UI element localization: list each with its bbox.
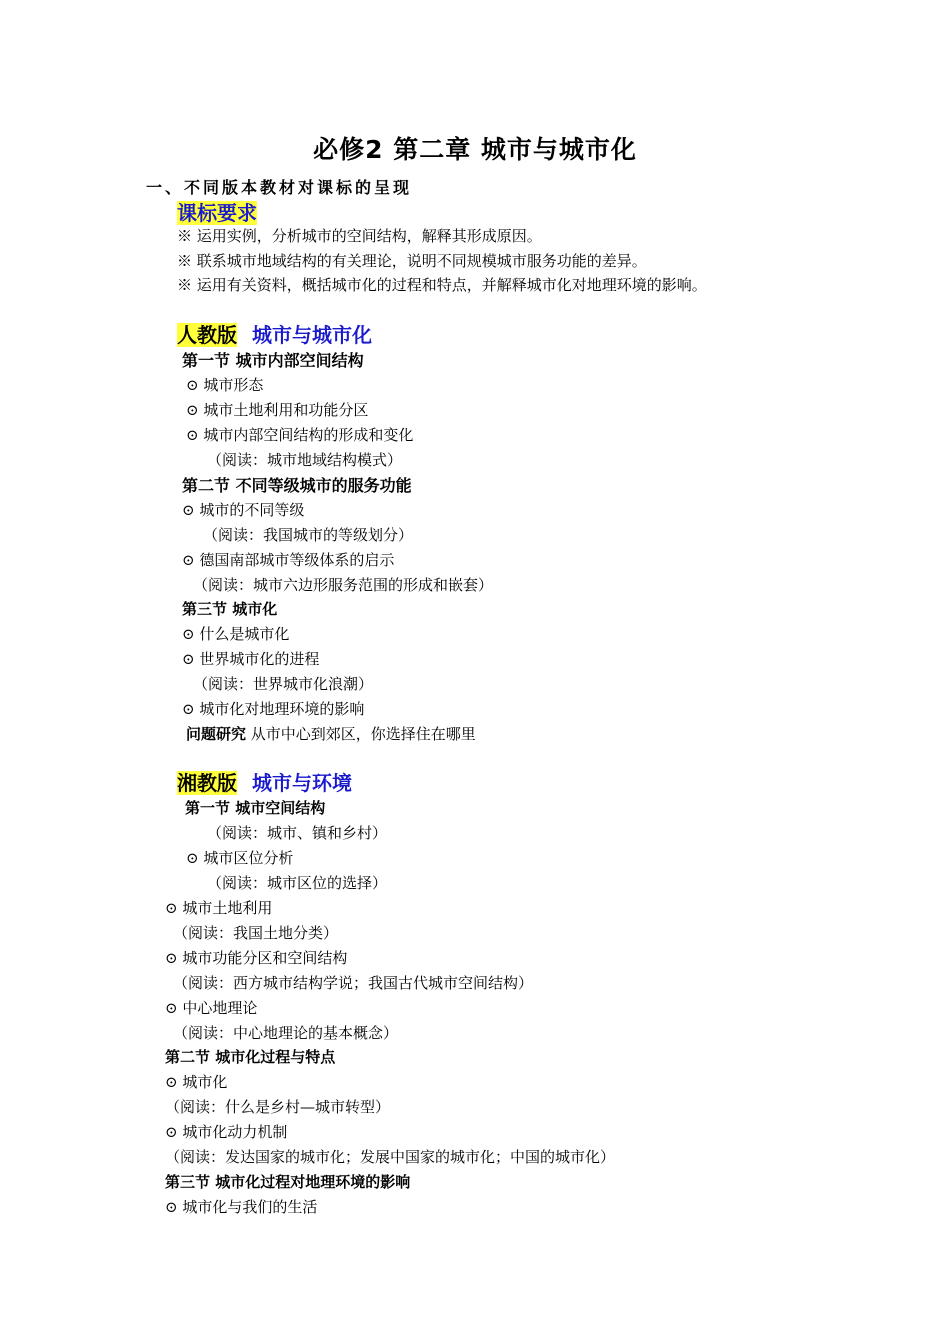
research-line (186, 727, 476, 742)
renjiao-book: 城市与城市化 (251, 323, 372, 347)
reading-note: （阅读：我国城市的等级划分） (203, 526, 414, 544)
list-item: ⊙ 城市形态 (186, 376, 264, 394)
research-text: 从市中心到郊区，你选择住在哪里 (246, 725, 476, 743)
standards-label (177, 203, 257, 223)
xiangjiao-s1-title: 第一节 城市空间结构 (185, 799, 326, 817)
list-item: ⊙ 城市化与我们的生活 (165, 1198, 318, 1216)
list-item: ⊙ 城市化动力机制 (165, 1123, 288, 1141)
page-title: 必修2 第二章 城市与城市化 (313, 135, 637, 164)
reading-note: （阅读：中心地理论的基本概念） (173, 1024, 399, 1042)
xiangjiao-s2-title: 第二节 城市化过程与特点 (165, 1048, 336, 1066)
reading-note: （阅读：城市地域结构模式） (207, 451, 403, 469)
reading-note: （阅读：城市区位的选择） (207, 874, 388, 892)
list-item: ⊙ 德国南部城市等级体系的启示 (182, 551, 395, 569)
list-item: ⊙ 世界城市化的进程 (182, 650, 320, 668)
renjiao-version: 人教版 (177, 323, 237, 347)
reading-note: （阅读：城市、镇和乡村） (207, 824, 388, 842)
renjiao-heading (177, 325, 372, 345)
list-item: ⊙ 城市区位分析 (186, 849, 294, 867)
renjiao-s3-title: 第三节 城市化 (182, 600, 278, 618)
list-item: ⊙ 城市的不同等级 (182, 501, 305, 519)
renjiao-s1-title: 第一节 城市内部空间结构 (182, 351, 364, 370)
reading-note: （阅读：城市六边形服务范围的形成和嵌套） (193, 576, 494, 594)
section-heading: 一、不同版本教材对课标的呈现 (146, 178, 413, 197)
reading-note: （阅读：发达国家的城市化；发展中国家的城市化；中国的城市化） (165, 1148, 616, 1166)
list-item: ⊙ 中心地理论 (165, 999, 258, 1017)
list-item: ⊙ 城市功能分区和空间结构 (165, 949, 348, 967)
xiangjiao-version: 湘教版 (177, 771, 237, 795)
list-item: ⊙ 城市化 (165, 1073, 228, 1091)
list-item: ⊙ 城市土地利用和功能分区 (186, 401, 369, 419)
xiangjiao-s3-title: 第三节 城市化过程对地理环境的影响 (165, 1173, 411, 1191)
xiangjiao-book: 城市与环境 (251, 771, 352, 795)
list-item: ⊙ 城市土地利用 (165, 899, 273, 917)
reading-note: （阅读：西方城市结构学说；我国古代城市空间结构） (173, 974, 534, 992)
standard-item: ※ 运用有关资料，概括城市化的过程和特点，并解释城市化对地理环境的影响。 (177, 276, 707, 294)
reading-note: （阅读：什么是乡村—城市转型） (165, 1098, 391, 1116)
reading-note: （阅读：世界城市化浪潮） (193, 675, 374, 693)
renjiao-s2-title: 第二节 不同等级城市的服务功能 (182, 476, 412, 495)
list-item: ⊙ 什么是城市化 (182, 625, 290, 643)
standards-label-text: 课标要求 (177, 201, 257, 225)
list-item: ⊙ 城市化对地理环境的影响 (182, 700, 365, 718)
xiangjiao-heading (177, 773, 352, 793)
standard-item: ※ 联系城市地域结构的有关理论，说明不同规模城市服务功能的差异。 (177, 252, 647, 270)
standard-item: ※ 运用实例，分析城市的空间结构，解释其形成原因。 (177, 227, 542, 245)
research-label: 问题研究 (186, 725, 247, 743)
reading-note: （阅读：我国土地分类） (173, 924, 339, 942)
list-item: ⊙ 城市内部空间结构的形成和变化 (186, 426, 414, 444)
